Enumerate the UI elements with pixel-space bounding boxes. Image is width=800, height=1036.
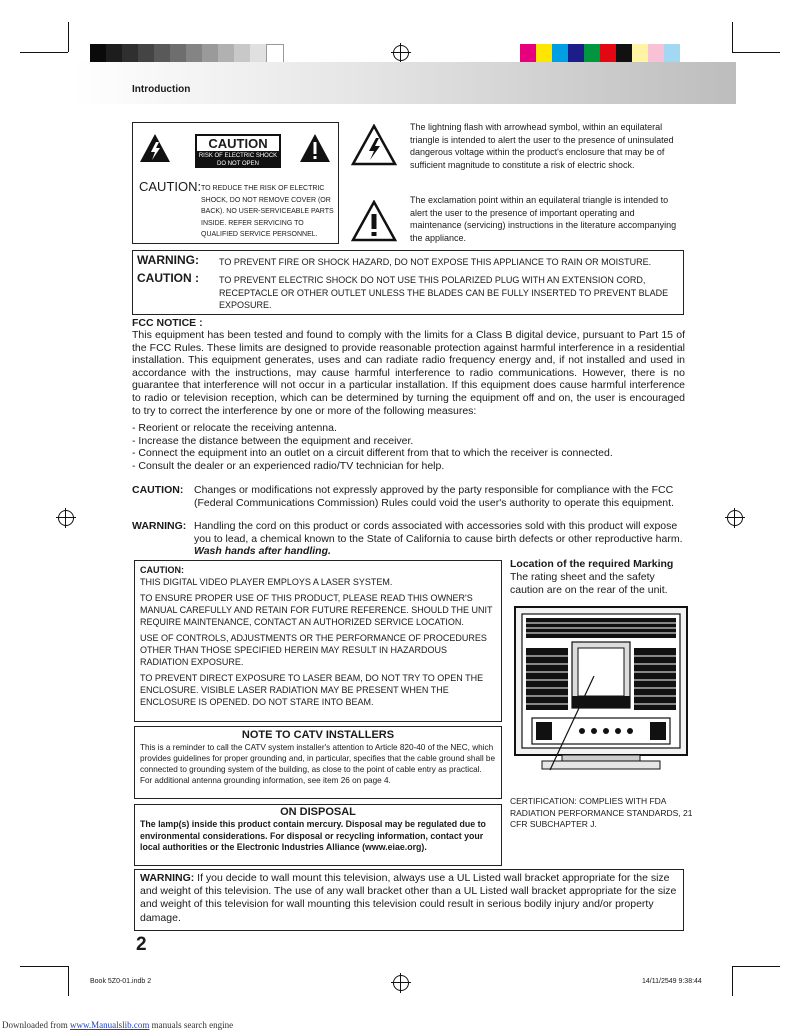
- fcc-measure-item: - Consult the dealer or an experienced radio/TV technician for help.: [132, 460, 692, 473]
- header-band: [74, 62, 736, 104]
- certification-text: CERTIFICATION: COMPLIES WITH FDA RADIATION PERFORMANCE STANDARDS, 21 CFR SUBCHAPTER J.: [510, 796, 693, 829]
- laser-paragraph: TO ENSURE PROPER USE OF THIS PRODUCT, PLEASE READ THIS OWNER'S MANUAL CAREFULLY AND RETAIN FOR FUTURE REFERENCE. SHOULD THE UNIT REQUIRE MAINTENANCE, CONTACT AN AUTHORIZED SERVICE LOCATION.: [140, 593, 493, 627]
- laser-paragraphs: [140, 576, 496, 708]
- calibration-swatch: [648, 44, 664, 62]
- calibration-swatch: [90, 44, 106, 62]
- calibration-swatch: [266, 44, 284, 64]
- warning-caution-box: [132, 250, 684, 315]
- calibration-swatch: [106, 44, 122, 62]
- fcc-title: FCC NOTICE :: [132, 317, 203, 329]
- page-number: 2: [136, 934, 147, 955]
- registration-mark: [393, 45, 409, 61]
- marking-body: The rating sheet and the safety caution are on the rear of the unit.: [510, 571, 668, 596]
- wall-mount-warning-box: [134, 869, 684, 931]
- warning-notice-emphasis: Wash hands after handling.: [194, 545, 331, 558]
- laser-paragraph: TO PREVENT DIRECT EXPOSURE TO LASER BEAM, DO NOT TRY TO OPEN THE ENCLOSURE. VISIBLE LASER RADIATION MAY BE PRESENT WHEN THE ENCLOSURE IS OPENED. DO NOT STARE INTO BEAM.: [140, 673, 484, 707]
- crop-mark: [732, 22, 733, 52]
- caution-word: CAUTION:: [139, 179, 202, 194]
- wall-mount-warning-text: If you decide to wall mount this television, always use a UL Listed wall bracket appropriate for the size and weight of this television. The use of any wall bracket other than a UL Listed wall bracket appropriate for the size and weight of this television for wall mounting this television could result in serious bodily injury and/or property damage.: [140, 872, 677, 924]
- caution-title: CAUTION: [195, 134, 281, 153]
- caution-subtitle-bar: [195, 152, 281, 168]
- crop-mark: [732, 966, 780, 967]
- laser-paragraph: USE OF CONTROLS, ADJUSTMENTS OR THE PERFORMANCE OF PROCEDURES OTHER THAN THOSE SPECIFIED HEREIN MAY RESULT IN HAZARDOUS RADIATION EXPOSURE.: [140, 633, 487, 667]
- calibration-swatch: [138, 44, 154, 62]
- calibration-swatch: [202, 44, 218, 62]
- warning-text: TO PREVENT FIRE OR SHOCK HAZARD, DO NOT EXPOSE THIS APPLIANCE TO RAIN OR MOISTURE.: [219, 257, 652, 267]
- catv-title: NOTE TO CATV INSTALLERS: [241, 729, 395, 741]
- calibration-swatch: [600, 44, 616, 62]
- calibration-swatch: [520, 44, 536, 62]
- calibration-swatch: [154, 44, 170, 62]
- lightning-warning-icon: [139, 133, 171, 163]
- section-title: Introduction: [132, 84, 191, 95]
- caution-text: TO PREVENT ELECTRIC SHOCK DO NOT USE THIS POLARIZED PLUG WITH AN EXTENSION CORD, RECEPTACLE OR OTHER OUTLET UNLESS THE BLADES CAN BE FULLY INSERTED TO PREVENT BLADE EXPOSURE.: [219, 275, 669, 310]
- tv-rear-illustration: [512, 604, 692, 774]
- calibration-swatch: [170, 44, 186, 62]
- disposal-title: ON DISPOSAL: [280, 806, 356, 818]
- warning-notice-text: Handling the cord on this product or cords associated with accessories sold with this product will expose you to lead, a chemical known to the State of California to cause birth defects or other reproductive harm.: [194, 520, 683, 545]
- registration-mark: [393, 975, 409, 991]
- calibration-swatch: [664, 44, 680, 62]
- calibration-swatch: [234, 44, 250, 62]
- crop-mark: [20, 966, 68, 967]
- fcc-measure-item: - Connect the equipment into an outlet on a circuit different from that to which the receiver is connected.: [132, 447, 692, 460]
- calibration-swatch: [616, 44, 632, 62]
- caution-text: TO REDUCE THE RISK OF ELECTRIC SHOCK, DO NOT REMOVE COVER (OR BACK). NO USER-SERVICEABLE PARTS INSIDE. REFER SERVICING TO QUALIFIED SERVICE PERSONNEL.: [201, 185, 334, 238]
- wall-mount-warning-label: WARNING:: [140, 872, 195, 884]
- crop-mark: [732, 52, 780, 53]
- caution-subtitle-line1: RISK OF ELECTRIC SHOCK: [198, 153, 278, 159]
- crop-mark: [68, 22, 69, 52]
- laser-caution-title: CAUTION:: [140, 565, 184, 575]
- crop-mark: [732, 966, 733, 996]
- lightning-symbol-icon: [351, 124, 397, 166]
- download-prefix: Downloaded from: [2, 1020, 68, 1030]
- registration-mark: [58, 510, 74, 526]
- disposal-body: The lamp(s) inside this product contain mercury. Disposal may be regulated due to environmental considerations. For disposal or recycling information, contact your local authorities or the Electronic Industries Alliance (www.eiae.org).: [140, 819, 486, 852]
- registration-mark: [727, 510, 743, 526]
- catv-box: [134, 726, 502, 799]
- warning-notice-label: WARNING:: [132, 520, 187, 532]
- calibration-swatch: [536, 44, 552, 62]
- print-file-info: Book 5Z0-01.indb 2: [90, 978, 152, 985]
- laser-paragraph: THIS DIGITAL VIDEO PLAYER EMPLOYS A LASER SYSTEM.: [140, 577, 393, 587]
- caution-notice: [132, 484, 685, 509]
- marking-title: Location of the required Marking: [510, 558, 674, 570]
- caution-notice-label: CAUTION:: [132, 484, 184, 496]
- fcc-body: This equipment has been tested and found to comply with the limits for a Class B digital device, pursuant to Part 15 of the FCC Rules. These limits are designed to provide reasonable protection against harmful interference in a residential installation. This equipment generates, uses and can radiate radio frequency energy and, if not installed and used in accordance with the instructions, may cause harmful interference to radio communications. However, there is no guarantee that interference will not occur in a particular installation. If this equipment does cause harmful interference to radio or television reception, which can be determined by turning the equipment off and on, the user is encouraged to try to correct the interference by one or more of the following measures:: [132, 329, 685, 417]
- laser-caution-box: [134, 560, 502, 722]
- calibration-swatch: [218, 44, 234, 62]
- fcc-measure-item: - Increase the distance between the equipment and receiver.: [132, 435, 692, 448]
- warning-notice-body: [194, 520, 685, 558]
- warning-label: WARNING:: [137, 253, 199, 267]
- calibration-swatch: [568, 44, 584, 62]
- download-suffix: manuals search engine: [151, 1020, 234, 1030]
- print-timestamp: 14/11/2549 9:38:44: [642, 978, 702, 985]
- exclamation-warning-icon: [299, 133, 331, 163]
- calibration-swatch: [584, 44, 600, 62]
- caution-notice-text: Changes or modifications not expressly approved by the party responsible for compliance with the FCC (Federal Communications Commission) Rules could void the user's authority to operate this equipment.: [194, 484, 674, 509]
- calibration-swatch: [632, 44, 648, 62]
- disposal-box: [134, 804, 502, 866]
- caution-label: CAUTION :: [137, 271, 199, 285]
- calibration-swatch: [122, 44, 138, 62]
- warning-notice: [132, 520, 685, 558]
- crop-mark: [20, 52, 68, 53]
- caution-subtitle-line2: DO NOT OPEN: [217, 161, 259, 167]
- calibration-swatch: [250, 44, 266, 62]
- catv-body: This is a reminder to call the CATV system installer's attention to Article 820-40 of the NEC, which provides guidelines for proper grounding and, in particular, specifies that the cable ground shall be connected to grounding system of the building, as close to the point of cable entry as practical. For additional antenna grounding information, see item 26 on page 4.: [140, 743, 496, 785]
- fcc-measure-item: - Reorient or relocate the receiving antenna.: [132, 422, 692, 435]
- exclamation-symbol-icon: [351, 200, 397, 242]
- calibration-swatch: [552, 44, 568, 62]
- manualslib-link[interactable]: www.Manualslib.com: [69, 1020, 150, 1030]
- exclamation-symbol-text: The exclamation point within an equilateral triangle is intended to alert the user to the presence of important operating and maintenance (servicing) instructions in the literature accompanying the appliance.: [410, 195, 677, 243]
- calibration-swatch: [186, 44, 202, 62]
- lightning-symbol-text: The lightning flash with arrowhead symbol, within an equilateral triangle is intended to alert the user to the presence of uninsulated dangerous voltage within the product's enclosure that may be of sufficient magnitude to constitute a risk of electric shock.: [410, 122, 674, 170]
- crop-mark: [68, 966, 69, 996]
- download-source: [2, 1020, 233, 1030]
- caution-label-box: [132, 122, 339, 244]
- fcc-measures-list: [132, 422, 692, 472]
